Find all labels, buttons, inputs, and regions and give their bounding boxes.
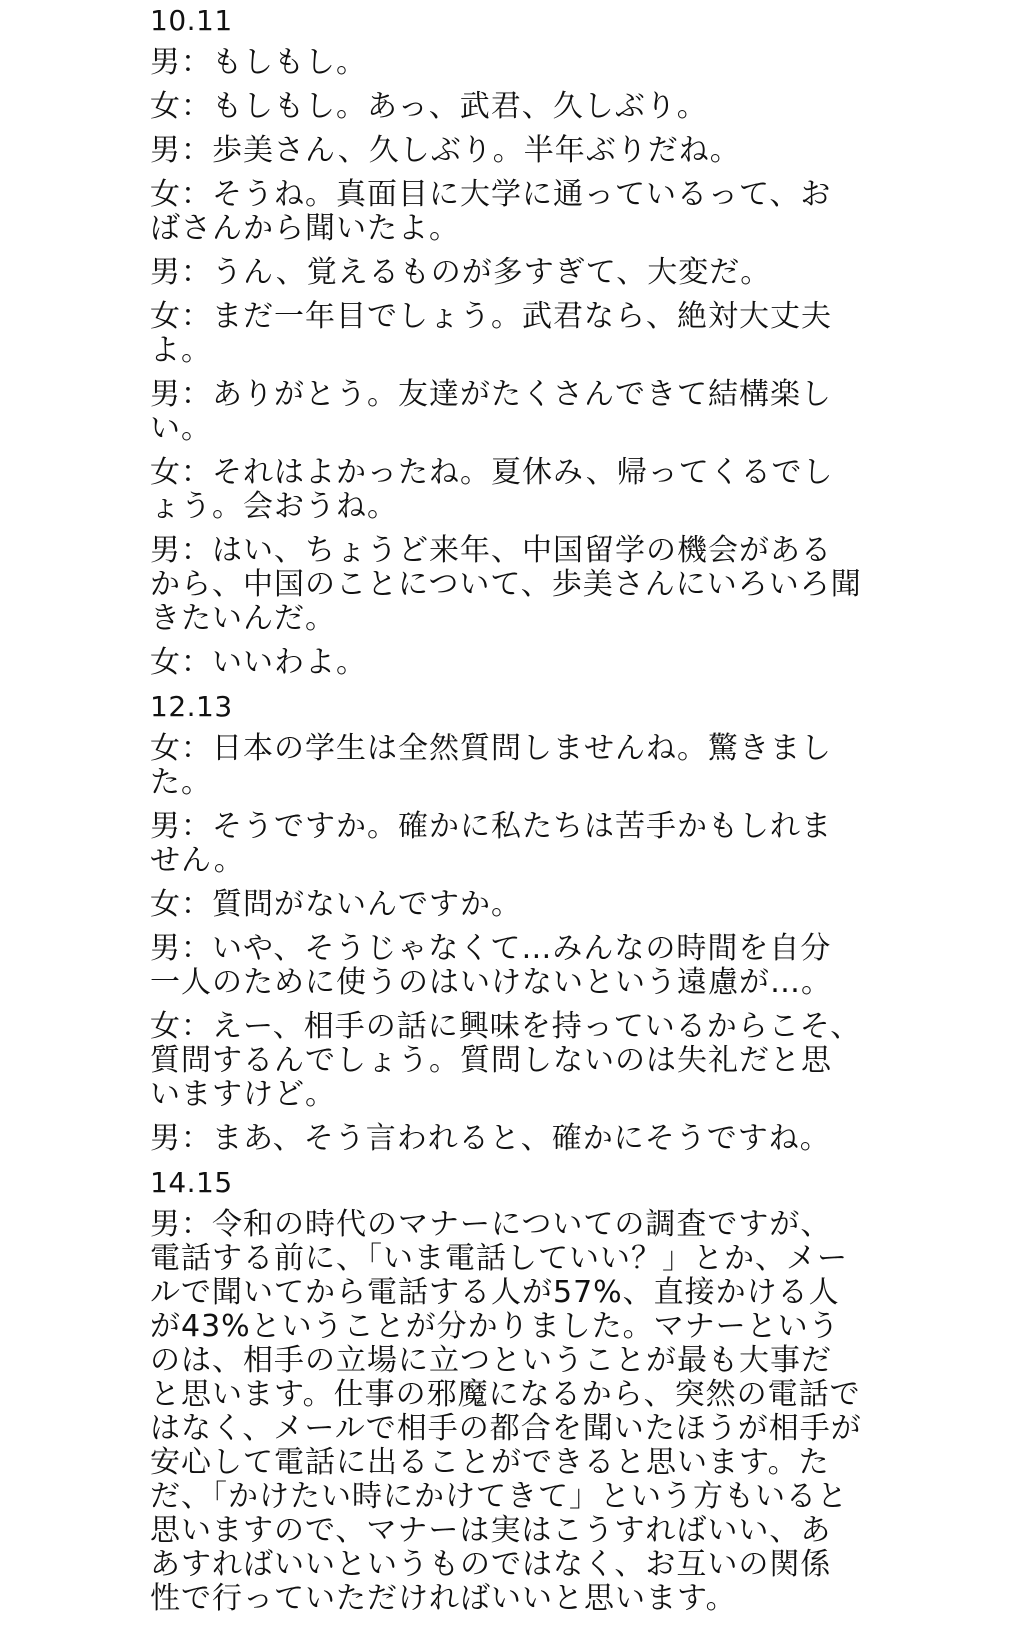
section-number: 10.11 bbox=[150, 4, 233, 37]
dialogue-line: 男：うん、覚えるものが多すぎて、大変だ。 bbox=[150, 255, 772, 290]
dialogue-section bbox=[150, 690, 862, 1156]
listening-script-document bbox=[150, 4, 862, 1626]
dialogue-line: 男：いや、そうじゃなくて…みんなの時間を自分一人のために使うのはいけないという遠慮が…。 bbox=[150, 931, 832, 1000]
monologue-paragraph: 男：令和の時代のマナーについての調査ですが、電話する前に、「いま電話していい？」とか、メールで聞いてから電話する人が57%、直接かける人が43%ということが分かりました。マナーというのは、相手の立場に立つということが最も大事だと思います。仕事の邪魔になるから、突然の電話ではなく、メールで相手の都合を聞いたほうが相手が安心して電話に出ることができると思います。ただ、「かけたい時にかけてきて」という方もいると思いますので、マナーは実はこうすればいい、ああすればいいというものではなく、お互いの関係性で行っていただければいいと思います。 bbox=[150, 1207, 862, 1616]
dialogue-line: 女：えー、相手の話に興味を持っているからこそ、質問するんでしょう。質問しないのは失礼だと思いますけど。 bbox=[150, 1009, 862, 1112]
dialogue-line: 女：質問がないんですか。 bbox=[150, 887, 522, 922]
dialogue-line: 女：日本の学生は全然質問しませんね。驚きました。 bbox=[150, 731, 832, 800]
dialogue-line: 女：まだ一年目でしょう。武君なら、絶対大丈夫よ。 bbox=[150, 299, 832, 368]
dialogue-line: 男：はい、ちょうど来年、中国留学の機会があるから、中国のことについて、歩美さんにいろいろ聞きたいんだ。 bbox=[150, 533, 862, 636]
dialogue-section bbox=[150, 4, 862, 680]
dialogue-line: 女：そうね。真面目に大学に通っているって、おばさんから聞いたよ。 bbox=[150, 177, 832, 246]
dialogue-line: 男：そうですか。確かに私たちは苦手かもしれません。 bbox=[150, 809, 832, 878]
section-number: 12.13 bbox=[150, 690, 233, 723]
dialogue-line: 男：ありがとう。友達がたくさんできて結構楽しい。 bbox=[150, 377, 832, 446]
section-number: 14.15 bbox=[150, 1166, 233, 1199]
dialogue-line: 女：それはよかったね。夏休み、帰ってくるでしょう。会おうね。 bbox=[150, 455, 834, 524]
dialogue-line: 女：もしもし。あっ、武君、久しぶり。 bbox=[150, 89, 708, 124]
dialogue-line: 男：もしもし。 bbox=[150, 45, 367, 80]
dialogue-line: 男：まあ、そう言われると、確かにそうですね。 bbox=[150, 1121, 831, 1156]
monologue-section bbox=[150, 1166, 862, 1616]
dialogue-line: 男：歩美さん、久しぶり。半年ぶりだね。 bbox=[150, 133, 741, 168]
dialogue-line: 女：いいわよ。 bbox=[150, 645, 367, 680]
